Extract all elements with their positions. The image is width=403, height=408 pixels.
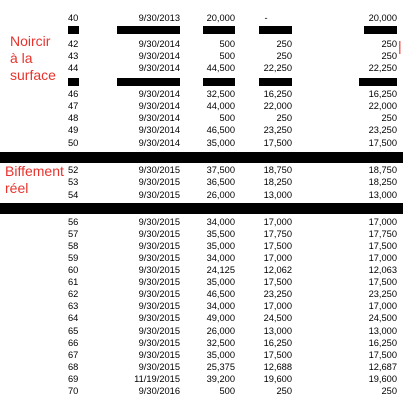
row-half-amount: 16,250 (263, 89, 292, 99)
row-amount: 34,000 (206, 301, 235, 311)
row-date: 9/30/2013 (138, 13, 180, 23)
row-number: 64 (68, 313, 79, 323)
row-balance: 17,500 (368, 138, 397, 148)
redaction-bar (364, 26, 397, 34)
annotation-line-1: Biffement (5, 163, 64, 179)
table-row (0, 164, 403, 176)
annotation-line-1: Noircir (10, 33, 51, 49)
table-row (0, 137, 403, 149)
table-row (0, 349, 403, 361)
row-date: 9/30/2015 (138, 326, 180, 336)
table-row (0, 252, 403, 264)
row-date: 9/30/2015 (138, 165, 180, 175)
row-half-amount: 19,600 (263, 374, 292, 384)
row-date: 9/30/2016 (138, 386, 180, 396)
row-date: 9/30/2015 (138, 190, 180, 200)
row-amount: 34,000 (206, 253, 235, 263)
row-amount: 34,000 (206, 217, 235, 227)
row-half-amount: 17,000 (263, 301, 292, 311)
redaction-bar (68, 78, 79, 86)
table-row (0, 385, 403, 397)
row-amount: 32,500 (206, 89, 235, 99)
row-balance: 23,250 (368, 289, 397, 299)
row-number: 44 (68, 63, 79, 73)
table-row (0, 312, 403, 324)
row-balance: 250 (381, 113, 397, 123)
row-number: 59 (68, 253, 79, 263)
row-number: 56 (68, 217, 79, 227)
row-half-amount: 22,000 (263, 101, 292, 111)
row-balance: 17,000 (368, 217, 397, 227)
redaction-bar (203, 78, 235, 86)
row-number: 52 (68, 165, 79, 175)
annotation-line-3: surface (10, 67, 56, 83)
row-half-amount: 17,500 (263, 350, 292, 360)
row-number: 70 (68, 386, 79, 396)
table-row (0, 228, 403, 240)
table-row (0, 361, 403, 373)
row-number: 61 (68, 277, 79, 287)
row-amount: 26,000 (206, 326, 235, 336)
row-balance: 13,000 (368, 326, 397, 336)
row-date: 11/19/2015 (134, 374, 180, 384)
redaction-bar (203, 26, 235, 34)
row-half-amount: 250 (276, 51, 292, 61)
row-number: 62 (68, 289, 79, 299)
row-date: 9/30/2015 (138, 338, 180, 348)
row-amount: 46,500 (206, 125, 235, 135)
row-date: 9/30/2014 (138, 89, 180, 99)
row-balance: 20,000 (368, 13, 397, 23)
row-half-amount: 24,500 (263, 313, 292, 323)
row-half-amount: 13,000 (263, 326, 292, 336)
row-number: 49 (68, 125, 79, 135)
table-row (0, 124, 403, 136)
row-number: 53 (68, 177, 79, 187)
row-half-amount: 17,000 (263, 217, 292, 227)
redaction-bar (68, 26, 79, 34)
row-number: 48 (68, 113, 79, 123)
table-row (0, 337, 403, 349)
redaction-bar (259, 78, 292, 86)
row-number: 46 (68, 89, 79, 99)
row-amount: 500 (219, 39, 235, 49)
row-amount: 35,000 (206, 277, 235, 287)
row-date: 9/30/2015 (138, 253, 180, 263)
row-number: 47 (68, 101, 79, 111)
row-amount: 35,500 (206, 229, 235, 239)
row-date: 9/30/2015 (138, 313, 180, 323)
row-date: 9/30/2014 (138, 63, 180, 73)
row-date: 9/30/2014 (138, 113, 180, 123)
redacted-row-surface (0, 76, 403, 88)
row-balance: 18,750 (368, 165, 397, 175)
row-date: 9/30/2015 (138, 217, 180, 227)
row-date: 9/30/2014 (138, 39, 180, 49)
table-row (0, 189, 403, 201)
row-amount: 24,125 (206, 265, 235, 275)
row-balance: 17,500 (368, 241, 397, 251)
row-balance: 12,687 (368, 362, 397, 372)
table-row (0, 216, 403, 228)
redaction-bar (117, 78, 180, 86)
row-half-amount: 250 (276, 39, 292, 49)
row-date: 9/30/2015 (138, 177, 180, 187)
row-number: 69 (68, 374, 79, 384)
table-row (0, 176, 403, 188)
table-row (0, 300, 403, 312)
row-date: 9/30/2014 (138, 51, 180, 61)
row-half-amount: 18,750 (263, 165, 292, 175)
row-half-amount: 12,062 (263, 265, 292, 275)
row-amount: 26,000 (206, 190, 235, 200)
row-half-amount: 22,250 (263, 63, 292, 73)
redaction-bar (117, 26, 180, 34)
row-date: 9/30/2014 (138, 138, 180, 148)
row-amount: 44,000 (206, 101, 235, 111)
table-row (0, 288, 403, 300)
row-number: 43 (68, 51, 79, 61)
row-half-amount: 16,250 (263, 338, 292, 348)
row-half-amount: 23,250 (263, 289, 292, 299)
row-half-amount: 12,688 (263, 362, 292, 372)
row-number: 40 (68, 13, 79, 23)
redaction-band (0, 152, 403, 163)
row-half-amount: 250 (276, 386, 292, 396)
row-half-amount: 17,500 (263, 241, 292, 251)
row-balance: 22,250 (368, 63, 397, 73)
row-number: 66 (68, 338, 79, 348)
row-half-amount: 23,250 (263, 125, 292, 135)
row-amount: 39,200 (206, 374, 235, 384)
row-number: 57 (68, 229, 79, 239)
row-balance: 17,000 (368, 253, 397, 263)
row-amount: 32,500 (206, 338, 235, 348)
table-row (0, 12, 403, 24)
row-number: 68 (68, 362, 79, 372)
row-date: 9/30/2015 (138, 265, 180, 275)
row-half-amount: - (264, 13, 268, 23)
row-balance: 23,250 (368, 125, 397, 135)
table-row (0, 276, 403, 288)
row-half-amount: 18,250 (263, 177, 292, 187)
row-balance: 18,250 (368, 177, 397, 187)
table-row (0, 112, 403, 124)
row-number: 60 (68, 265, 79, 275)
row-balance: 22,000 (368, 101, 397, 111)
row-number: 42 (68, 39, 79, 49)
annotation-line-2: à la (10, 50, 33, 66)
row-half-amount: 17,000 (263, 253, 292, 263)
row-half-amount: 250 (276, 113, 292, 123)
table-row (0, 38, 403, 50)
redacted-row-surface (0, 24, 403, 36)
row-number: 65 (68, 326, 79, 336)
row-half-amount: 17,750 (263, 229, 292, 239)
row-balance: 250 (381, 386, 397, 396)
row-number: 50 (68, 138, 79, 148)
table-row (0, 373, 403, 385)
row-amount: 49,000 (206, 313, 235, 323)
redaction-bar (359, 78, 397, 86)
row-date: 9/30/2015 (138, 301, 180, 311)
table-row (0, 264, 403, 276)
row-date: 9/30/2015 (138, 229, 180, 239)
row-balance: 17,500 (368, 277, 397, 287)
row-number: 54 (68, 190, 79, 200)
row-date: 9/30/2014 (138, 125, 180, 135)
row-date: 9/30/2014 (138, 101, 180, 111)
row-half-amount: 13,000 (263, 190, 292, 200)
row-amount: 25,375 (206, 362, 235, 372)
row-half-amount: 17,500 (263, 138, 292, 148)
row-balance: 17,500 (368, 350, 397, 360)
row-date: 9/30/2015 (138, 241, 180, 251)
row-half-amount: 17,500 (263, 277, 292, 287)
row-amount: 36,500 (206, 177, 235, 187)
table-row (0, 62, 403, 74)
redaction-band (0, 203, 403, 214)
row-number: 63 (68, 301, 79, 311)
row-balance: 16,250 (368, 89, 397, 99)
row-balance: 16,250 (368, 338, 397, 348)
row-date: 9/30/2015 (138, 277, 180, 287)
row-amount: 35,000 (206, 350, 235, 360)
redaction-bar (259, 26, 292, 34)
row-amount: 37,500 (206, 165, 235, 175)
table-row (0, 325, 403, 337)
row-amount: 46,500 (206, 289, 235, 299)
row-number: 58 (68, 241, 79, 251)
row-amount: 500 (219, 51, 235, 61)
row-date: 9/30/2015 (138, 289, 180, 299)
row-balance: 12,063 (368, 265, 397, 275)
row-balance: 19,600 (368, 374, 397, 384)
row-amount: 35,000 (206, 241, 235, 251)
row-amount: 500 (219, 113, 235, 123)
row-balance: 13,000 (368, 190, 397, 200)
annotation-edge-mark: | (398, 38, 402, 54)
table-row (0, 88, 403, 100)
annotation-line-2: réel (5, 180, 29, 196)
row-date: 9/30/2015 (138, 362, 180, 372)
table-row (0, 50, 403, 62)
row-number: 67 (68, 350, 79, 360)
row-balance: 250 (381, 51, 397, 61)
row-amount: 20,000 (206, 13, 235, 23)
row-date: 9/30/2015 (138, 350, 180, 360)
row-balance: 17,750 (368, 229, 397, 239)
table-row (0, 100, 403, 112)
row-balance: 24,500 (368, 313, 397, 323)
row-amount: 500 (219, 386, 235, 396)
row-amount: 35,000 (206, 138, 235, 148)
row-amount: 44,500 (206, 63, 235, 73)
row-balance: 17,000 (368, 301, 397, 311)
table-row (0, 240, 403, 252)
row-balance: 250 (381, 39, 397, 49)
